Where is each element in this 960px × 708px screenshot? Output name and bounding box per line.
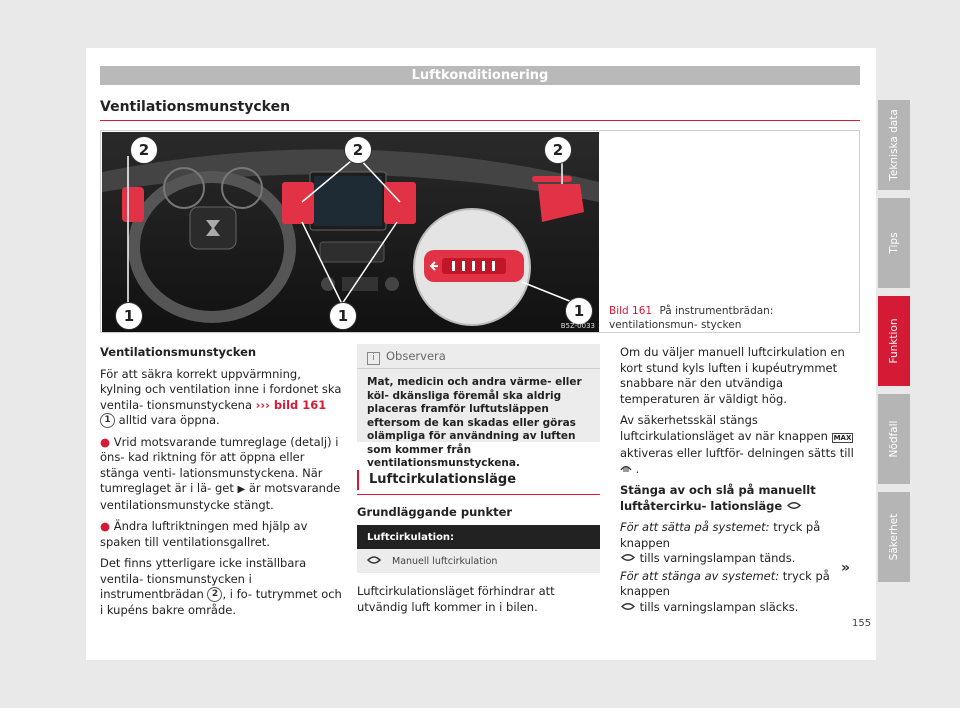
right-subtitle-text: Stänga av och slå på manuellt luftåtercirku- lationsläge: [620, 483, 816, 513]
basics-text: Luftcirkulationsläget förhindrar att utvändig luft kommer in i bilen.: [357, 584, 555, 614]
bullet-icon: ●: [100, 434, 111, 449]
tab-sakerhet[interactable]: Säkerhet: [878, 492, 910, 582]
figure-161: [100, 130, 860, 333]
right-paragraph-1: Om du väljer manuell luftcirkulation en kort stund kyls luften i kupéutrymmet snabbare när den utvändiga temperaturen är väldigt hög.: [620, 345, 845, 406]
play-triangle-icon: ▶: [237, 484, 246, 495]
tab-tekniska-data[interactable]: Tekniska data: [878, 100, 910, 190]
off-label: För att stänga av systemet:: [620, 568, 780, 583]
recirculation-icon: [786, 499, 802, 513]
left-p2-text: Det finns ytterligare icke inställbara ventila- tionsmunstycken i instrumentbrädan: [100, 556, 307, 601]
on-text: tryck på knappen: [620, 520, 821, 550]
left-paragraph-1: [100, 367, 343, 429]
callout-2-left: 2: [130, 136, 158, 164]
tab-tips[interactable]: Tips: [878, 198, 910, 288]
off-text: tryck på knappen: [620, 568, 830, 598]
bullet-icon: ●: [100, 519, 111, 533]
right-p2-text-mid: aktiveras eller luftför- delningen sätts till: [620, 446, 854, 460]
figure-reference-link[interactable]: ››› bild 161: [255, 397, 327, 412]
figure-label: Bild 161: [609, 305, 653, 317]
callout-1-right: 1: [565, 297, 593, 325]
bullet-2-text: Ändra luftriktningen med hjälp av spaken till ventilationsgallret.: [100, 519, 308, 549]
figure-caption: [609, 304, 854, 332]
tab-nodfall[interactable]: Nödfall: [878, 394, 910, 484]
callout-1-center: 1: [329, 302, 357, 330]
table-cell-label: Manuell luftcirkulation: [391, 549, 600, 573]
left-bullet-1: [100, 435, 343, 514]
table-header: Luftcirkulation:: [357, 525, 600, 549]
figure-caption-text: På instrumentbrädan: ventilationsmun- stycken: [609, 305, 774, 331]
vent-center-left: [282, 182, 314, 224]
table-row: [357, 549, 600, 573]
note-title: Observera: [386, 349, 446, 363]
left-paragraph-2: [100, 556, 343, 618]
callout-2-right: 2: [544, 136, 572, 164]
title-rule: [100, 120, 860, 121]
bullet-1-text-end: är motsvarande ventilationsmunstycke stängt.: [100, 481, 341, 512]
image-code: B5Z-0033: [560, 322, 595, 330]
info-icon: i: [367, 352, 380, 365]
recirculation-table: [357, 525, 600, 573]
windshield-defrost-icon: [620, 462, 636, 476]
basics-title: Grundläggande punkter: [357, 505, 513, 519]
callout-2-center: 2: [344, 136, 372, 164]
left-bullet-2: [100, 519, 343, 550]
note-header: [357, 344, 600, 369]
left-column: [100, 345, 343, 624]
bullet-1-text: Vrid motsvarande tumreglage (detalj) i öns- kad riktning för att öppna eller stänga venti- lationsmunstyckena. När tumreglaget är i lä- get: [100, 434, 339, 495]
continue-mark: »: [841, 560, 851, 576]
right-column: [620, 345, 860, 621]
section-heading-recirculation: [357, 468, 600, 495]
off-text-end: tills varningslampan släcks.: [639, 599, 799, 614]
callout-ref-2: 2: [207, 587, 222, 602]
right-p2-text: Av säkerhetsskäl stängs luftcirkulationsläget av när knappen: [620, 413, 828, 443]
dashboard-photo: [102, 132, 599, 332]
left-p1-text: För att säkra korrekt uppvärmning, kylning och ventilation inne i fordonet ska ventila- tionsmunstyckena: [100, 366, 342, 412]
recirculation-icon: [357, 549, 391, 573]
left-subtitle: Ventilationsmunstycken: [100, 345, 257, 359]
section-2-title: Luftcirkulationsläge: [369, 472, 517, 487]
table-header-row: [357, 525, 600, 549]
max-ac-icon: MAX: [833, 433, 852, 442]
section-accent-bar: [357, 470, 359, 490]
left-p1-text-end: alltid vara öppna.: [118, 413, 220, 427]
right-p2-text-end: .: [635, 461, 640, 476]
callout-1-left: 1: [115, 302, 143, 330]
recirculation-icon: [620, 551, 640, 565]
note-body: Mat, medicin och andra värme- eller köl- dkänsliga föremål ska aldrig placeras framför luftutsläppen eftersom de kan skadas eller göras olämpliga för användning av luften som kommer från ventilationsmunstyckena.: [367, 376, 582, 469]
note-box: [357, 344, 600, 469]
right-on-instruction: [620, 520, 860, 567]
right-subtitle: [620, 483, 860, 514]
on-text-end: tills varningslampan tänds.: [639, 551, 796, 565]
right-paragraph-2: [620, 413, 860, 477]
vent-center-right: [384, 182, 416, 224]
on-label: För att sätta på systemet:: [620, 520, 770, 534]
callout-ref-1: 1: [100, 413, 115, 428]
recirculation-icon: [620, 600, 640, 614]
right-off-instruction: [620, 569, 860, 616]
left-p2-text-end: , i fo- tutrymmet och i kupéns bakre område.: [100, 587, 342, 617]
tab-funktion[interactable]: Funktion: [878, 296, 910, 386]
page-number: 155: [852, 618, 872, 629]
chapter-header: Luftkonditionering: [100, 66, 860, 85]
vent-left: [122, 187, 144, 222]
section-title: Ventilationsmunstycken: [100, 99, 291, 115]
